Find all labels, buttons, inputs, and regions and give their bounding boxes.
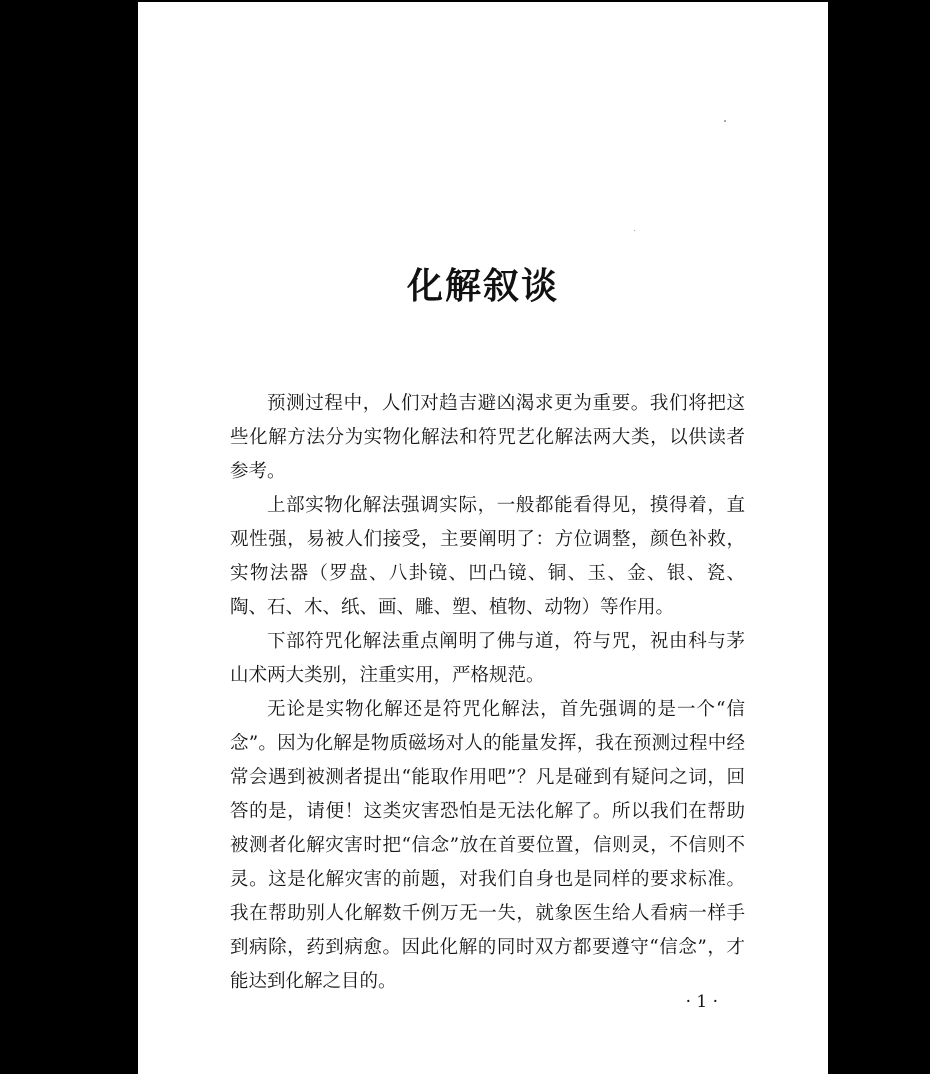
body-text	[230, 387, 745, 999]
paragraph-belief: 无论是实物化解还是符咒化解法，首先强调的是一个“信念”。因为化解是物质磁场对人的能量发挥，我在预测过程中经常会遇到被测者提出“能取作用吧”？凡是碰到有疑问之词，回答的是，请便！这类灾害恐怕是无法化解了。所以我们在帮助被测者化解灾害时把“信念”放在首要位置，信则灵，不信则不灵。这是化解灾害的前题，对我们自身也是同样的要求标准。我在帮助别人化解数千例万无一失，就象医生给人看病一样手到病除，药到病愈。因此化解的同时双方都要遵守“信念”，才能达到化解之目的。	[230, 699, 745, 992]
scan-speck	[634, 230, 635, 231]
page-title: 化解叙谈	[406, 266, 559, 307]
document-page	[138, 2, 828, 1074]
paragraph-intro: 预测过程中，人们对趋吉避凶渴求更为重要。我们将把这些化解方法分为实物化解法和符咒艺化解法两大类，以供读者参考。	[230, 393, 745, 482]
paragraph-physical-methods: 上部实物化解法强调实际，一般都能看得见，摸得着，直观性强，易被人们接受，主要阐明了：方位调整，颜色补救，实物法器（罗盘、八卦镜、凹凸镜、铜、玉、金、银、瓷、陶、石、木、纸、画、雕、塑、植物、动物）等作用。	[230, 495, 745, 618]
paragraph-talisman-methods: 下部符咒化解法重点阐明了佛与道，符与咒，祝由科与茅山术两大类别，注重实用，严格规范。	[230, 631, 745, 686]
page-number: · 1 ·	[685, 992, 718, 1012]
scan-speck	[724, 120, 726, 122]
